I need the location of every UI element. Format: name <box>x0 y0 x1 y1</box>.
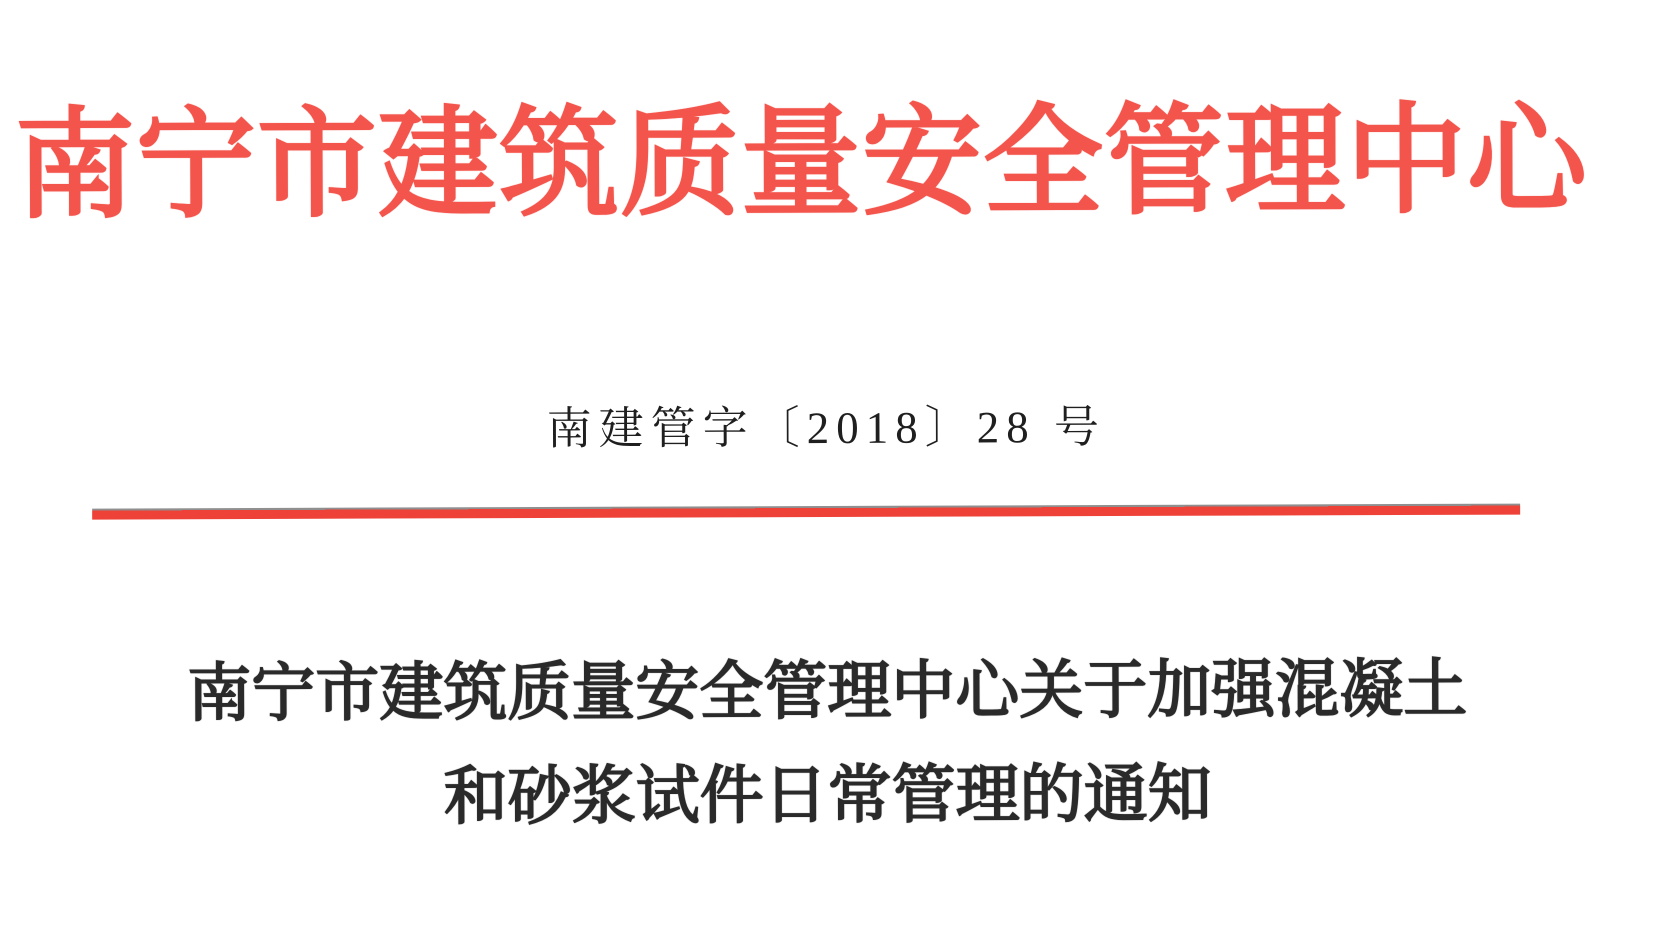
notice-title-line-1: 南宁市建筑质量安全管理中心关于加强混凝土 <box>187 653 1468 730</box>
notice-title-line-2: 和砂浆试件日常管理的通知 <box>443 758 1212 833</box>
agency-masthead: 南宁市建筑质量安全管理中心 <box>14 94 1589 233</box>
notice-title <box>1 637 1653 851</box>
red-divider-rule <box>92 504 1520 520</box>
document-number: 南建管字〔2018〕28 号 <box>546 402 1107 454</box>
